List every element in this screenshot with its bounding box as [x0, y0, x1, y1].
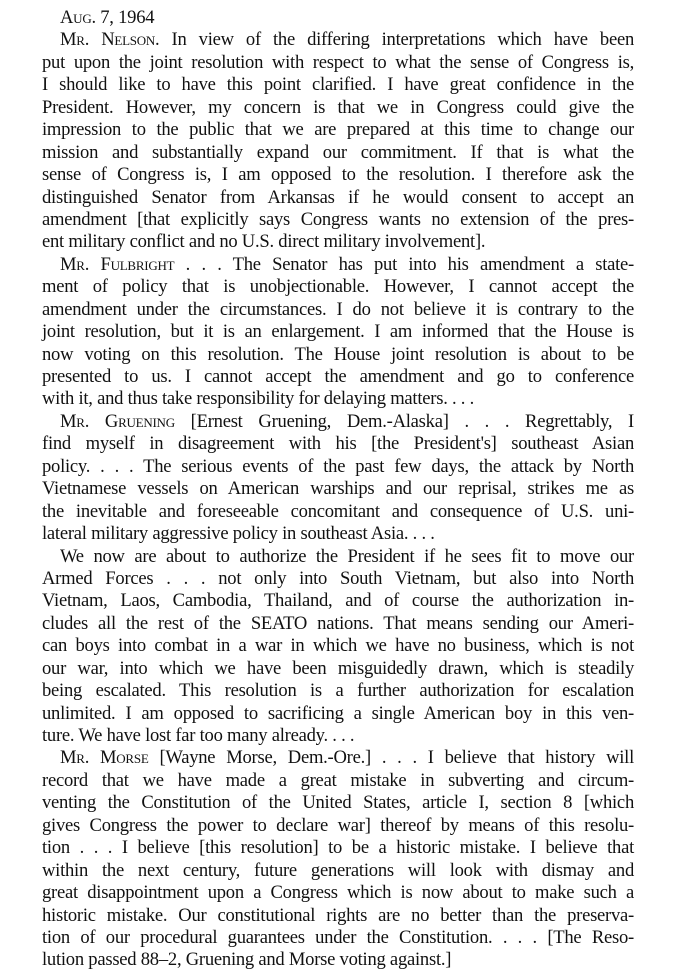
line-text: In view of the differing interpretations which have been	[159, 29, 635, 51]
text-line	[42, 635, 634, 657]
speaker-name: Mr. Gruening	[60, 410, 175, 432]
text-line	[42, 860, 634, 882]
text-line	[42, 882, 634, 904]
line-text: can boys into combat in a war in which we have no business, which is not	[42, 635, 634, 657]
text-line	[42, 837, 634, 859]
text-line	[42, 366, 634, 388]
line-text: [Ernest Gruening, Dem.-Alaska] . . . Regrettably, I	[174, 410, 634, 432]
line-text: now voting on this resolution. The House joint resolution is about to be	[42, 343, 634, 365]
text-line	[42, 568, 634, 590]
line-text: gives Congress the power to declare war] thereof by means of this resolu-	[42, 814, 634, 836]
line-text: ture. We have lost far too many already. . . .	[42, 725, 355, 746]
line-text: our war, into which we have been misguidedly drawn, which is steadily	[42, 657, 634, 679]
paragraph	[42, 747, 634, 971]
line-text: put upon the joint resolution with respect to what the sense of Congress is,	[42, 51, 634, 73]
line-text: impression to the public that we are prepared at this time to change our	[42, 119, 634, 141]
text-line	[42, 905, 634, 927]
text-line	[42, 792, 634, 814]
text-line	[42, 276, 634, 298]
line-text: I should like to have this point clarified. I have great confidence in the	[42, 74, 634, 96]
text-line	[42, 703, 634, 725]
line-text: being escalated. This resolution is a further authorization for escalation	[42, 680, 634, 702]
text-line	[42, 299, 634, 321]
text-line	[42, 680, 634, 702]
line-text: the inevitable and foreseeable concomitant and consequence of U.S. uni-	[42, 500, 634, 522]
text-line	[42, 725, 634, 747]
line-text: We now are about to authorize the President if he sees fit to move our	[60, 545, 634, 567]
text-line	[42, 231, 634, 253]
line-text: ent military conflict and no U.S. direct military involvement].	[42, 231, 486, 253]
line-text: Vietnam, Laos, Cambodia, Thailand, and of course the authorization in-	[42, 590, 634, 612]
line-text: policy. . . . The serious events of the past few days, the attack by North	[42, 455, 634, 477]
text-line	[42, 478, 634, 500]
text-line	[42, 74, 634, 96]
text-line	[42, 770, 634, 792]
speaker-name: Mr. Nelson.	[60, 29, 160, 51]
speaker-name: Mr. Fulbright	[60, 253, 175, 275]
line-text: [Wayne Morse, Dem.-Ore.] . . . I believe that history will	[148, 747, 634, 769]
text-line	[42, 546, 634, 568]
line-text: President. However, my concern is that we in Congress could give the	[42, 96, 634, 118]
line-text: find myself in disagreement with his [the President's] southeast Asian	[42, 433, 634, 455]
line-text: Vietnamese vessels on American warships and our reprisal, strikes me as	[42, 478, 634, 500]
line-text: tion . . . I believe [this resolution] to be a historic mistake. I believe that	[42, 837, 634, 859]
line-text: within the next century, future generations will look with dismay and	[42, 859, 634, 881]
text-line	[42, 613, 634, 635]
text-line	[42, 254, 634, 276]
line-text: distinguished Senator from Arkansas if he would consent to accept an	[42, 186, 634, 208]
line-text: sense of Congress is, I am opposed to the resolution. I therefore ask the	[42, 164, 634, 186]
document-page	[42, 7, 634, 972]
text-line	[42, 388, 634, 410]
line-text: ment of policy that is unobjectionable. However, I cannot accept the	[42, 276, 634, 298]
text-line	[42, 747, 634, 769]
line-text: amendment [that explicitly says Congress wants no extension of the pres-	[42, 208, 634, 230]
line-text: great disappointment upon a Congress which is now about to make such a	[42, 882, 634, 904]
text-line	[42, 209, 634, 231]
text-line	[42, 949, 634, 971]
text-line	[42, 187, 634, 209]
text-line	[42, 433, 634, 455]
text-line	[42, 501, 634, 523]
text-line	[42, 456, 634, 478]
line-text: joint resolution, but it is an enlargement. I am informed that the House is	[42, 321, 634, 343]
text-line	[42, 523, 634, 545]
date-heading: Aug. 7, 1964	[60, 7, 155, 28]
line-text: record that we have made a great mistake in subverting and circum-	[42, 769, 634, 791]
text-line	[42, 590, 634, 612]
line-text: with it, and thus take responsibility for delaying matters. . . .	[42, 388, 474, 410]
line-text: . . . The Senator has put into his amendment a state-	[174, 253, 635, 275]
text-line	[42, 97, 634, 119]
line-text: lution passed 88–2, Gruening and Morse voting against.]	[42, 949, 452, 971]
paragraph	[42, 29, 634, 253]
line-text: cludes all the rest of the SEATO nations. That means sending our Ameri-	[42, 612, 634, 634]
text-line	[42, 344, 634, 366]
text-line	[42, 927, 634, 949]
text-line	[42, 52, 634, 74]
text-line	[42, 658, 634, 680]
line-text: venting the Constitution of the United States, article I, section 8 [which	[42, 792, 634, 814]
line-text: mission and substantially expand our commitment. If that is what the	[42, 141, 634, 163]
text-line	[42, 142, 634, 164]
line-text: historic mistake. Our constitutional rights are no better than the preserva-	[42, 904, 634, 926]
document-body	[42, 29, 634, 971]
paragraph	[42, 546, 634, 748]
text-line	[42, 321, 634, 343]
line-text: amendment under the circumstances. I do not believe it is contrary to the	[42, 298, 634, 320]
text-line	[42, 29, 634, 51]
text-line	[42, 119, 634, 141]
text-line	[42, 815, 634, 837]
paragraph	[42, 411, 634, 546]
line-text: lateral military aggressive policy in southeast Asia. . . .	[42, 523, 435, 545]
line-text: presented to us. I cannot accept the amendment and go to conference	[42, 366, 634, 387]
text-line	[42, 164, 634, 186]
line-text: Armed Forces . . . not only into South Vietnam, but also into North	[42, 567, 634, 589]
line-text: unlimited. I am opposed to sacrificing a single American boy in this ven-	[42, 702, 634, 724]
text-line	[42, 411, 634, 433]
line-text: tion of our procedural guarantees under the Constitution. . . . [The Reso-	[42, 926, 634, 948]
speaker-name: Mr. Morse	[60, 747, 149, 769]
paragraph	[42, 254, 634, 411]
